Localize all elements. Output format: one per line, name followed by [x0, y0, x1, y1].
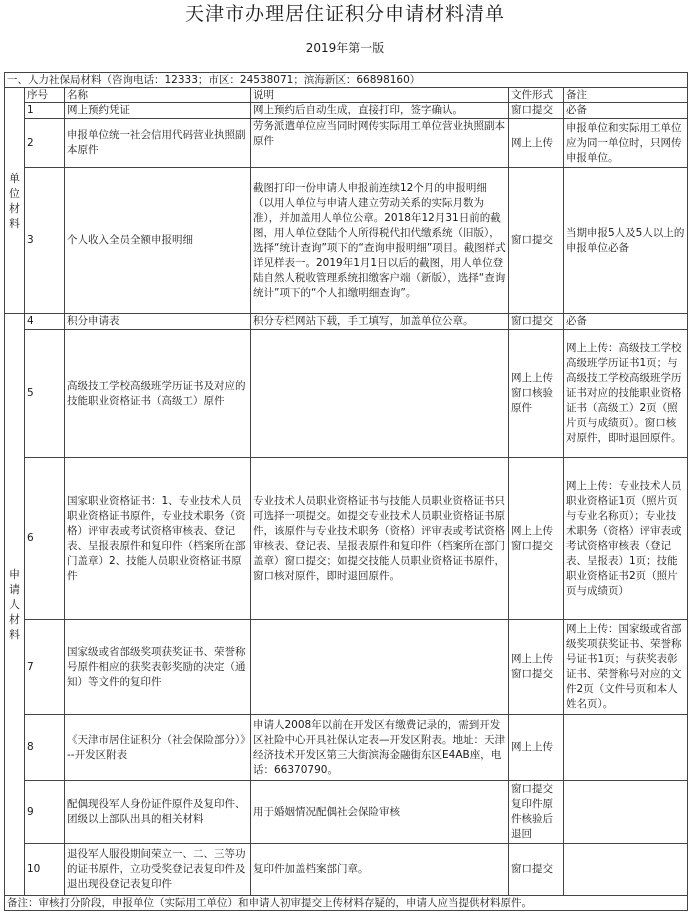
table-row	[5, 620, 688, 715]
page-title: 天津市办理居住证积分申请材料清单	[184, 3, 505, 25]
row-name: 配偶现役军人身份证件原件及复印件、团级以上部队出具的相关材料	[65, 781, 251, 844]
row-index: 1	[25, 103, 65, 119]
row-remark: 网上上传：高级技工学校高级班学历证书1页；与高级技工学校高级班学历证书对应的技能职业资格证书（高级工）2页（照片页与成绩页）。窗口核对原件，即时退回原件。	[564, 330, 688, 458]
row-index: 4	[25, 314, 65, 330]
row-form: 网上上传	[509, 715, 564, 781]
row-desc: 网上预约后自动生成，直接打印，签字确认。	[251, 103, 509, 119]
row-index: 2	[25, 119, 65, 168]
column-header-row	[5, 88, 688, 103]
column-header-remark: 备注	[564, 88, 688, 103]
column-header-index: 序号	[25, 88, 65, 103]
row-remark: 申报单位和实际用工单位应为同一单位时，只网传申报单位。	[564, 119, 688, 168]
row-desc: 积分专栏网站下载，手工填写，加盖单位公章。	[251, 314, 509, 330]
row-remark: 网上上传：国家级或省部级奖项获奖证书、荣誉称号证书1页；与获奖表彰证书、荣誉称号对应的文件2页（文件号页和本人姓名页）。	[564, 620, 688, 715]
row-index: 3	[25, 168, 65, 314]
row-form: 网上上传	[509, 119, 564, 168]
section-header: 一、人力社保局材料（咨询电话：12333；市区：24538071；滨海新区：66898160）	[5, 73, 688, 88]
row-desc	[251, 620, 509, 715]
row-index: 10	[25, 844, 65, 896]
row-form: 窗口提交	[509, 168, 564, 314]
row-desc: 劳务派遣单位应当同时网传实际用工单位营业执照副本原件	[251, 119, 509, 168]
row-desc: 截图打印一份申请人申报前连续12个月的申报明细（以用人单位与申请人建立劳动关系的实际月数为准），并加盖用人单位公章。2018年12月31日前的截图，用人单位登陆个人所得税代扣代缴系统（旧版），选择“统计查询”项下的“查询申报明细”项目。截图样式详见样表一。2019年1月1日以后的截图，用人单位登陆自然人税收管理系统扣缴客户端（新版），选择“查询统计”项下的“个人扣缴明细查询”。	[251, 168, 509, 314]
table-row	[5, 119, 688, 168]
row-desc	[251, 330, 509, 458]
column-header-form: 文件形式	[509, 88, 564, 103]
category-applicant: 申请人材料	[5, 314, 25, 896]
row-remark: 必备	[564, 103, 688, 119]
row-name: 申报单位统一社会信用代码营业执照副本原件	[65, 119, 251, 168]
row-index: 5	[25, 330, 65, 458]
row-desc: 复印件加盖档案部门章。	[251, 844, 509, 896]
row-name: 积分申请表	[65, 314, 251, 330]
table-row	[5, 330, 688, 458]
table-row	[5, 844, 688, 896]
table-row	[5, 458, 688, 620]
footnote-row	[5, 896, 688, 911]
section-header-row	[5, 73, 688, 88]
row-remark: 必备	[564, 314, 688, 330]
row-form: 窗口提交	[509, 844, 564, 896]
row-name: 高级技工学校高级班学历证书及对应的技能职业资格证书（高级工）原件	[65, 330, 251, 458]
row-index: 7	[25, 620, 65, 715]
page-subtitle: 2019年第一版	[305, 41, 385, 55]
footnote: 备注：审核打分阶段，申报单位（实际用工单位）和申请人初审提交上传材料存疑的，申请人应当提供材料原件。	[5, 896, 688, 911]
materials-table	[4, 72, 688, 911]
row-name: 《天津市居住证积分（社会保险部分）》--开发区附表	[65, 715, 251, 781]
table-row	[5, 314, 688, 330]
category-unit: 单位材料	[5, 88, 25, 314]
column-header-name: 名称	[65, 88, 251, 103]
column-header-desc: 说明	[251, 88, 509, 103]
row-remark	[564, 715, 688, 781]
row-form: 网上上传窗口核验原件	[509, 330, 564, 458]
table-row	[5, 781, 688, 844]
row-form: 窗口提交复印件原件核验后退回	[509, 781, 564, 844]
row-name: 国家职业资格证书：1、专业技术人员职业资格证书原件，专业技术职务（资格）评审表或考试资格审核表、登记表、呈报表原件和复印件（档案所在部门盖章）2、技能人员职业资格证书原件	[65, 458, 251, 620]
row-form: 网上上传窗口提交	[509, 620, 564, 715]
row-remark	[564, 844, 688, 896]
row-index: 8	[25, 715, 65, 781]
row-desc: 申请人2008年以前在开发区有缴费记录的，需到开发区社险中心开具社保认定表—开发区附表。地址：天津经济技术开发区第三大街滨海金融街东区E4AB座，电话：66370790。	[251, 715, 509, 781]
row-name: 个人收入全员全额申报明细	[65, 168, 251, 314]
row-remark: 当期申报5人及5人以上的申报单位必备	[564, 168, 688, 314]
row-desc: 用于婚姻情况配偶社会保险审核	[251, 781, 509, 844]
row-name: 网上预约凭证	[65, 103, 251, 119]
table-row	[5, 103, 688, 119]
table-row	[5, 168, 688, 314]
row-name: 国家级或省部级奖项获奖证书、荣誉称号原件相应的获奖表彰奖励的决定（通知）等文件的复印件	[65, 620, 251, 715]
row-form: 窗口提交	[509, 103, 564, 119]
row-form: 窗口提交	[509, 314, 564, 330]
row-index: 9	[25, 781, 65, 844]
row-form: 网上上传窗口提交	[509, 458, 564, 620]
row-desc: 专业技术人员职业资格证书与技能人员职业资格证书只可选择一项提交。如提交专业技术人员职业资格证书原件，该原件与专业技术职务（资格）评审表或考试资格审核表、登记表、呈报表原件和复印件（档案所在部门盖章）窗口提交；如提交技能人员职业资格证书原件，窗口核对原件，即时退回原件。	[251, 458, 509, 620]
table-row	[5, 715, 688, 781]
row-remark	[564, 781, 688, 844]
row-remark: 网上上传：专业技术人员职业资格证1页（照片页与专业名称页）；专业技术职务（资格）评审表或考试资格审核表（登记表、呈报表）1页；技能职业资格证书2页（照片页与成绩页）	[564, 458, 688, 620]
row-name: 退役军人服役期间荣立一、二、三等功的证书原件，立功受奖登记表复印件及退出现役登记表复印件	[65, 844, 251, 896]
row-index: 6	[25, 458, 65, 620]
